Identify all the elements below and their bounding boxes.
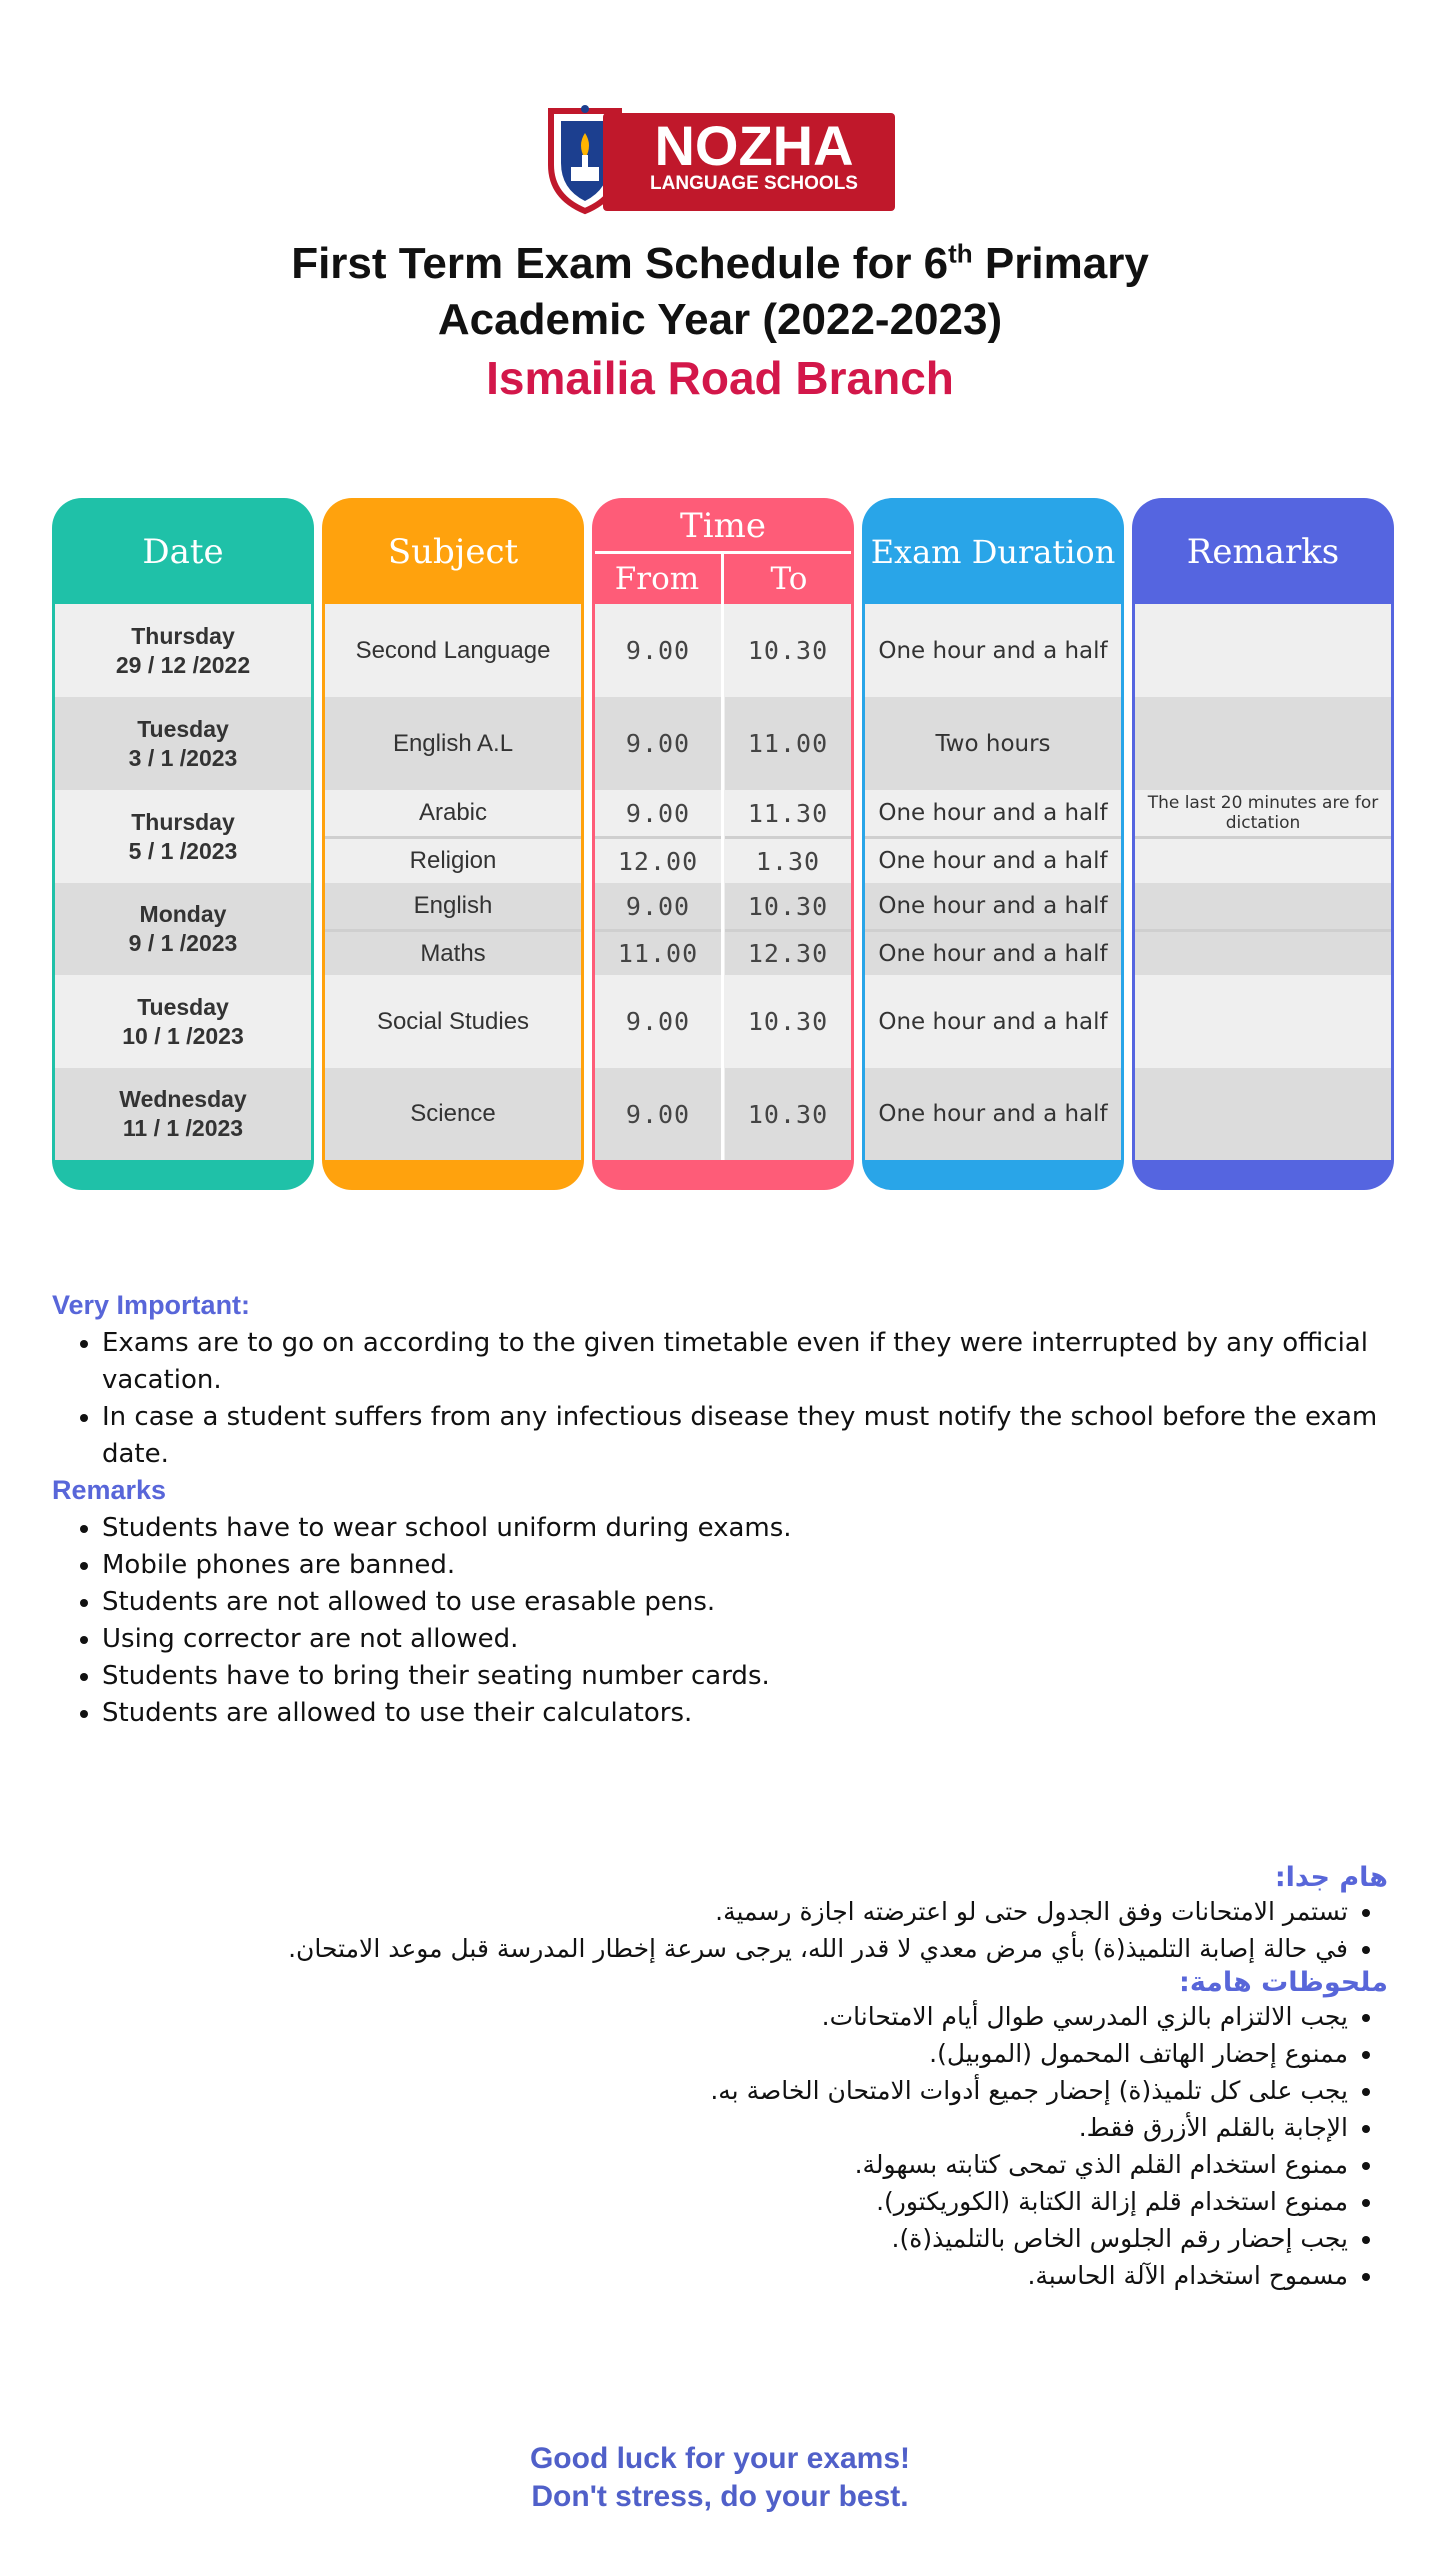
subject-cell: Science xyxy=(325,1068,581,1160)
school-logo xyxy=(545,105,895,215)
to-cell: 10.30 xyxy=(725,883,851,929)
subject-cell: Maths xyxy=(325,929,581,975)
date-cell: Tuesday 3 / 1 /2023 xyxy=(55,697,311,790)
duration-cell: One hour and a half xyxy=(865,929,1121,975)
date-cell: Thursday 29 / 12 /2022 xyxy=(115,622,251,678)
logo-sub-text: LANGUAGE SCHOOLS xyxy=(650,173,858,194)
remark-cell xyxy=(1135,836,1391,883)
subject-header: Subject xyxy=(387,532,519,572)
date-column xyxy=(52,498,314,1190)
to-cell: 10.30 xyxy=(747,636,829,665)
remarks-list xyxy=(62,1510,1440,1732)
date-cell: Wednesday 11 / 1 /2023 xyxy=(55,1068,311,1160)
time-body-divider xyxy=(721,604,724,1160)
subject-cell: Religion xyxy=(325,836,581,883)
arabic-remarks-heading: ملحوظات هامة: xyxy=(1179,1967,1388,1998)
remarks-column-body xyxy=(1135,604,1391,1160)
list-item: • ممنوع إحضار الهاتف المحمول (الموبيل). xyxy=(48,2035,1348,2072)
duration-cell: One hour and a half xyxy=(878,800,1108,826)
list-item: • ممنوع استخدام القلم الذي تمحى كتابته بسهولة. xyxy=(48,2146,1348,2183)
remark-cell: The last 20 minutes are for dictation xyxy=(1147,793,1379,833)
remark-cell xyxy=(1135,929,1391,975)
logo-brand-text: NOZHA xyxy=(654,114,854,177)
remark-cell xyxy=(1135,604,1391,697)
from-subcolumn xyxy=(595,604,721,1160)
subject-cell: English A.L xyxy=(325,697,581,790)
from-header: From xyxy=(614,561,700,597)
date-cell: Tuesday 10 / 1 /2023 xyxy=(122,993,244,1049)
subject-column-body xyxy=(325,604,581,1160)
date-header: Date xyxy=(142,532,224,572)
remark-cell xyxy=(1135,883,1391,929)
from-cell: 12.00 xyxy=(595,836,721,883)
duration-cell: One hour and a half xyxy=(865,1068,1121,1160)
from-cell: 9.00 xyxy=(625,1007,691,1036)
date-column-body xyxy=(55,604,311,1160)
time-sub-divider xyxy=(721,554,724,604)
arabic-remarks-list xyxy=(48,1998,1388,2294)
from-cell: 9.00 xyxy=(625,636,691,665)
duration-cell: One hour and a half xyxy=(865,883,1121,929)
remarks-column xyxy=(1132,498,1394,1190)
duration-cell: One hour and a half xyxy=(878,637,1108,664)
remarks-heading: Remarks xyxy=(52,1475,167,1505)
list-item: • Students have to bring their seating number cards. xyxy=(102,1658,1440,1695)
list-item: • يجب إحضار رقم الجلوس الخاص بالتلميذ(ة). xyxy=(48,2220,1348,2257)
to-cell: 11.30 xyxy=(747,798,829,828)
duration-column xyxy=(862,498,1124,1190)
very-important-list xyxy=(62,1325,1440,1473)
list-item: • ممنوع استخدام قلم إزالة الكتابة (الكوريكتور). xyxy=(48,2183,1348,2220)
to-cell: 10.30 xyxy=(747,1007,829,1036)
list-item: • في حالة إصابة التلميذ(ة) بأي مرض معدي لا قدر الله، يرجى سرعة إخطار المدرسة قبل موعد الامتحان. xyxy=(48,1930,1348,1967)
duration-cell: Two hours xyxy=(865,697,1121,790)
from-cell: 9.00 xyxy=(595,883,721,929)
duration-cell: One hour and a half xyxy=(878,1008,1108,1035)
subject-cell: Arabic xyxy=(418,799,488,826)
list-item: • Using corrector are not allowed. xyxy=(102,1621,1440,1658)
date-cell: Monday 9 / 1 /2023 xyxy=(55,883,311,975)
remark-cell xyxy=(1135,1068,1391,1160)
to-cell: 1.30 xyxy=(725,836,851,883)
list-item: • يجب الالتزام بالزي المدرسي طوال أيام الامتحانات. xyxy=(48,1998,1348,2035)
list-item: • تستمر الامتحانات وفق الجدول حتى لو اعترضته اجازة رسمية. xyxy=(48,1893,1348,1930)
arabic-important-list xyxy=(48,1893,1388,1967)
remark-cell xyxy=(1135,975,1391,1068)
duration-column-body xyxy=(865,604,1121,1160)
list-item: • Mobile phones are banned. xyxy=(102,1547,1440,1584)
to-cell: 10.30 xyxy=(725,1068,851,1160)
page-title-line2: Academic Year (2022-2023) xyxy=(437,295,1003,344)
subject-cell: English xyxy=(325,883,581,929)
from-cell: 9.00 xyxy=(595,697,721,790)
list-item: • In case a student suffers from any infectious disease they must notify the school before the exam date. xyxy=(102,1399,1440,1473)
remarks-header: Remarks xyxy=(1186,532,1340,572)
list-item: • مسموح استخدام الآلة الحاسبة. xyxy=(48,2257,1348,2294)
arabic-notes xyxy=(48,1862,1388,2294)
time-column-body xyxy=(595,604,851,1160)
time-column xyxy=(592,498,854,1190)
to-subcolumn xyxy=(725,604,851,1160)
time-header: Time xyxy=(680,506,766,546)
list-item: • يجب على كل تلميذ(ة) إحضار جميع أدوات الامتحان الخاصة به. xyxy=(48,2072,1348,2109)
list-item: • الإجابة بالقلم الأزرق فقط. xyxy=(48,2109,1348,2146)
remark-cell xyxy=(1135,697,1391,790)
from-cell: 9.00 xyxy=(625,798,691,828)
good-luck-text: Good luck for your exams! xyxy=(529,2442,911,2475)
subject-column xyxy=(322,498,584,1190)
duration-cell: One hour and a half xyxy=(865,836,1121,883)
list-item: • Exams are to go on according to the given timetable even if they were interrupted by any official vacation. xyxy=(102,1325,1440,1399)
dont-stress-text: Don't stress, do your best. xyxy=(531,2480,909,2513)
to-header: To xyxy=(770,561,808,597)
from-cell: 9.00 xyxy=(595,1068,721,1160)
from-cell: 11.00 xyxy=(595,929,721,975)
arabic-important-heading: هام جدا: xyxy=(1274,1862,1388,1893)
duration-header: Exam Duration xyxy=(870,533,1116,571)
date-cell: Thursday 5 / 1 /2023 xyxy=(128,808,238,864)
very-important-heading: Very Important: xyxy=(52,1290,251,1320)
to-cell: 12.30 xyxy=(725,929,851,975)
list-item: • Students are allowed to use their calculators. xyxy=(102,1695,1440,1732)
to-cell: 11.00 xyxy=(725,697,851,790)
branch-name: Ismailia Road Branch xyxy=(486,352,954,404)
subject-cell: Second Language xyxy=(355,636,551,664)
list-item: • Students have to wear school uniform during exams. xyxy=(102,1510,1440,1547)
page-title-line1: First Term Exam Schedule for 6th Primary xyxy=(291,238,1149,288)
subject-cell: Social Studies xyxy=(376,1007,530,1035)
list-item: • Students are not allowed to use erasable pens. xyxy=(102,1584,1440,1621)
